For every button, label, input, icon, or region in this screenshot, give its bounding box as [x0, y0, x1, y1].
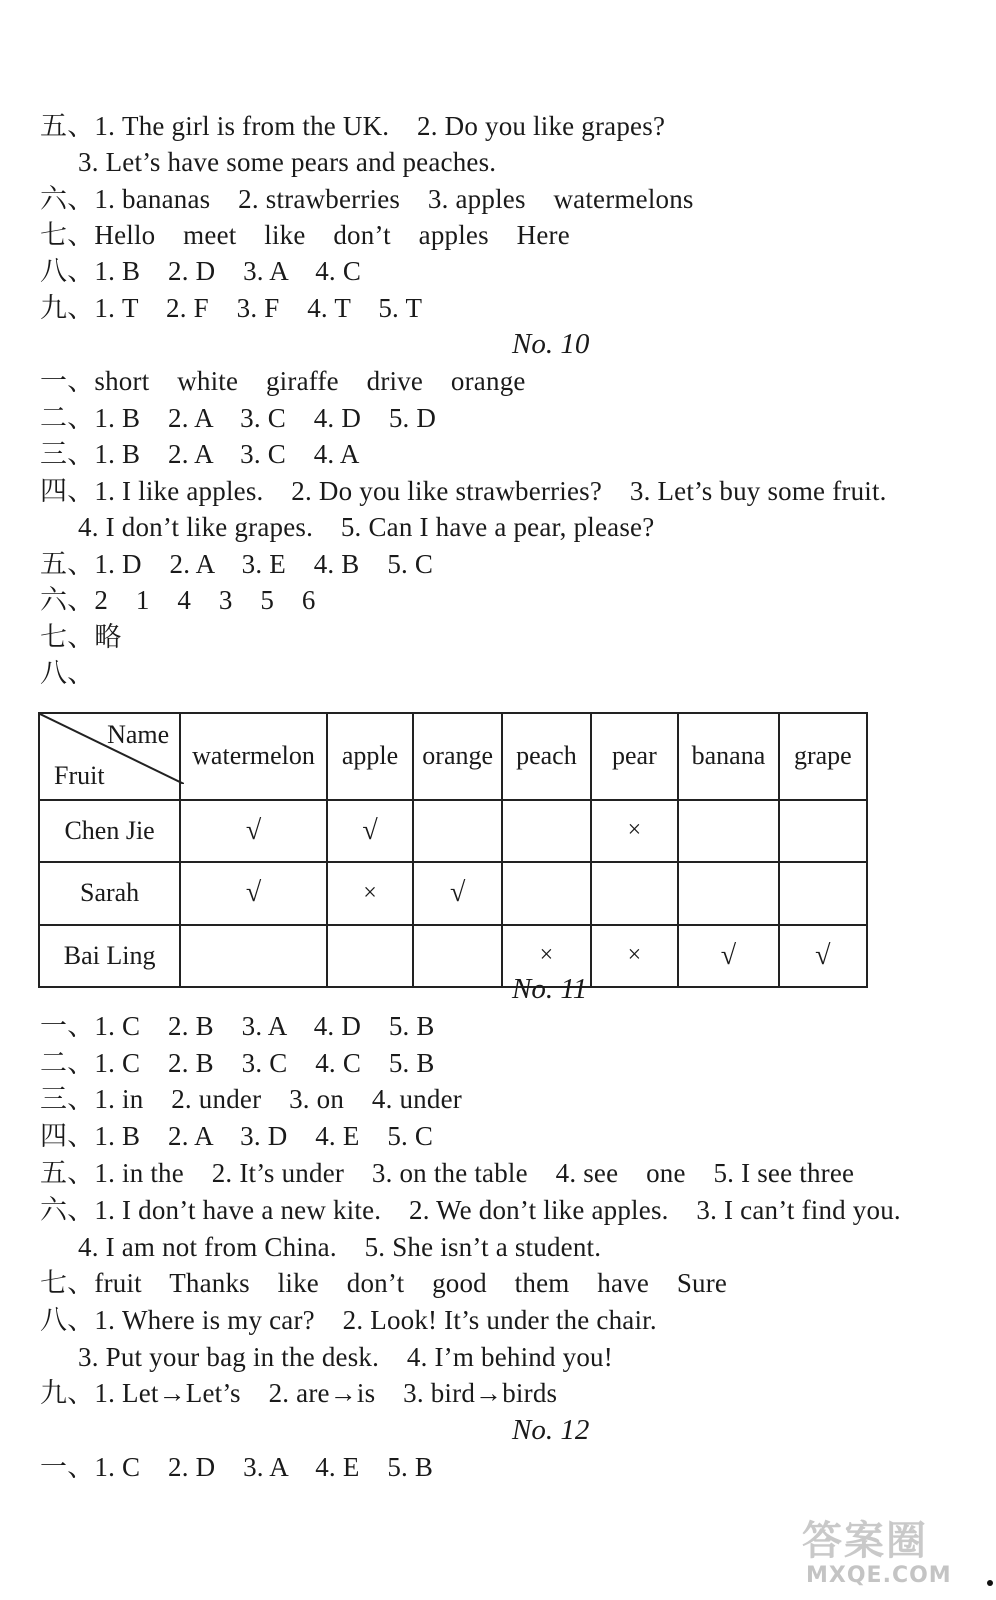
column-header: banana [678, 713, 779, 800]
corner-label-name: Name [107, 720, 170, 749]
page-dot [987, 1580, 993, 1586]
check-mark: √ [180, 862, 327, 924]
empty-cell [779, 862, 867, 924]
answer-line: 二、1. C 2. B 3. C 4. C 5. B [40, 1048, 435, 1078]
check-mark: √ [327, 800, 413, 862]
empty-cell [779, 800, 867, 862]
answer-line: 九、1. T 2. F 3. F 4. T 5. T [40, 293, 423, 323]
column-header: watermelon [180, 713, 327, 800]
answer-line: 七、Hello meet like don’t apples Here [40, 220, 570, 250]
section-heading-no12: No. 12 [512, 1414, 590, 1446]
answer-line: 八、 [40, 658, 95, 688]
empty-cell [413, 800, 502, 862]
answer-line: 四、1. I like apples. 2. Do you like strawberries? 3. Let’s buy some fruit. [40, 476, 887, 506]
answer-line: 八、1. Where is my car? 2. Look! It’s under the chair. [40, 1305, 657, 1335]
empty-cell [180, 925, 327, 987]
answer-line: 六、1. I don’t have a new kite. 2. We don’t like apples. 3. I can’t find you. [40, 1195, 901, 1225]
empty-cell [327, 925, 413, 987]
column-header: orange [413, 713, 502, 800]
column-header: peach [502, 713, 590, 800]
empty-cell [678, 800, 779, 862]
check-mark: √ [180, 800, 327, 862]
answer-line: 4. I don’t like grapes. 5. Can I have a pear, please? [78, 512, 655, 542]
table-row [39, 925, 867, 987]
cross-mark: × [327, 862, 413, 924]
row-name: Chen Jie [39, 800, 180, 862]
answer-line: 八、1. B 2. D 3. A 4. C [40, 256, 362, 286]
table-header-row [39, 713, 867, 800]
empty-cell [502, 862, 590, 924]
answer-line: 三、1. B 2. A 3. C 4. A [40, 439, 360, 469]
column-header: grape [779, 713, 867, 800]
watermark-chars: 答案圈 [802, 1518, 928, 1564]
row-name: Sarah [39, 862, 180, 924]
empty-cell [502, 800, 590, 862]
table-row [39, 800, 867, 862]
answer-line: 二、1. B 2. A 3. C 4. D 5. D [40, 403, 437, 433]
answer-line: 七、略 [40, 622, 122, 652]
cross-mark: × [502, 925, 590, 987]
cross-mark: × [591, 800, 679, 862]
empty-cell [591, 862, 679, 924]
watermark-logo [802, 1518, 982, 1592]
section-heading-no10: No. 10 [512, 328, 590, 360]
answer-line: 3. Let’s have some pears and peaches. [78, 147, 497, 177]
empty-cell [678, 862, 779, 924]
answer-line: 五、1. D 2. A 3. E 4. B 5. C [40, 549, 434, 579]
answer-line: 3. Put your bag in the desk. 4. I’m behind you! [78, 1342, 613, 1372]
answer-line: 一、1. C 2. D 3. A 4. E 5. B [40, 1452, 434, 1482]
answer-line: 九、1. Let→Let’s 2. are→is 3. bird→birds [40, 1378, 558, 1408]
check-mark: √ [678, 925, 779, 987]
answer-line: 五、1. in the 2. It’s under 3. on the table 4. see one 5. I see three [40, 1158, 855, 1188]
answer-line: 六、2 1 4 3 5 6 [40, 585, 316, 615]
cross-mark: × [591, 925, 679, 987]
answer-line: 四、1. B 2. A 3. D 4. E 5. C [40, 1121, 434, 1151]
check-mark: √ [779, 925, 867, 987]
row-name: Bai Ling [39, 925, 180, 987]
answer-line: 六、1. bananas 2. strawberries 3. apples watermelons [40, 184, 694, 214]
watermark-url: MXQE.COM [806, 1563, 952, 1588]
answer-line: 七、fruit Thanks like don’t good them have Sure [40, 1268, 728, 1298]
answer-line: 4. I am not from China. 5. She isn’t a student. [78, 1232, 602, 1262]
answer-line: 一、1. C 2. B 3. A 4. D 5. B [40, 1011, 435, 1041]
empty-cell [413, 925, 502, 987]
check-mark: √ [413, 862, 502, 924]
column-header: pear [591, 713, 679, 800]
fruit-preference-table [38, 712, 868, 988]
column-header: apple [327, 713, 413, 800]
answer-line: 五、1. The girl is from the UK. 2. Do you like grapes? [40, 111, 666, 141]
table-row [39, 862, 867, 924]
corner-label-fruit: Fruit [54, 760, 105, 790]
section-heading-no11: No. 11 [512, 973, 588, 1005]
answer-line: 三、1. in 2. under 3. on 4. under [40, 1084, 462, 1114]
answer-line: 一、short white giraffe drive orange [40, 366, 526, 396]
table-corner-cell [39, 713, 180, 800]
